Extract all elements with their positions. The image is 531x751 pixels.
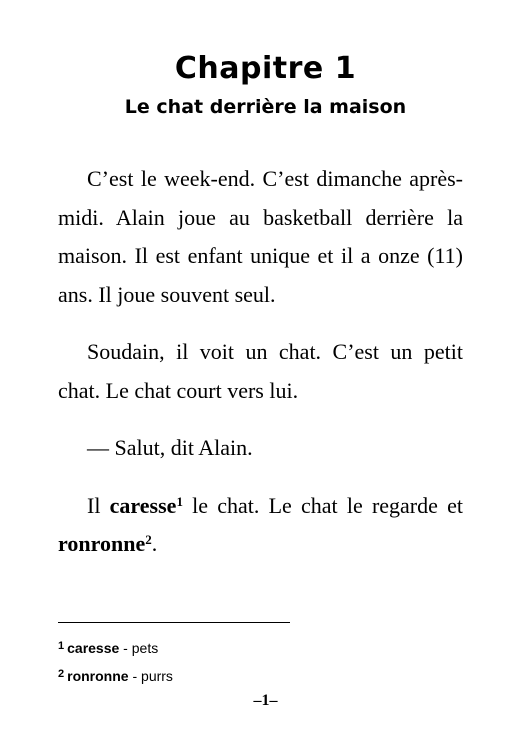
paragraph-4 [58,487,463,564]
paragraph-2: Soudain, il voit un chat. C’est un petit chat. Le chat court vers lui. [58,339,463,403]
footnote-translation: pets [131,640,159,656]
footnote-term: ronronne [67,668,129,684]
footnote-1 [58,633,173,661]
paragraph-3: — Salut, dit Alain. [87,435,253,460]
story-body [58,160,463,583]
glossary-word-caresse: caresse [109,492,177,518]
footnote-marker-1: 1 [176,493,183,509]
footnote-marker-2: 2 [145,532,152,547]
footnote-2 [58,661,173,689]
paragraph-4-text-3: . [151,531,158,556]
paragraph-4-text-1: Il [87,492,110,518]
footnote-translation: purrs [141,668,173,684]
footnote-separator: - [119,640,132,656]
paragraph-1: C’est le week-end. C’est dimanche après-midi. Alain joue au basketball derrière la maison. Il est enfant unique et il a onze (11) ans. Il joue souvent seul. [58,166,463,307]
glossary-word-ronronne: ronronne [58,531,146,556]
footnote-number: 1 [58,640,65,652]
chapter-subtitle: Le chat derrière la maison [124,96,407,118]
footnote-separator: - [128,668,142,684]
footnote-number: 2 [58,668,65,680]
chapter-title: Chapitre 1 [174,51,357,86]
footnote-divider [58,622,290,623]
page-number: –1– [253,692,278,709]
paragraph-4-text-2: le chat. Le chat le regarde et [182,492,463,518]
footnote-term: caresse [67,640,120,656]
footnotes [58,633,173,689]
